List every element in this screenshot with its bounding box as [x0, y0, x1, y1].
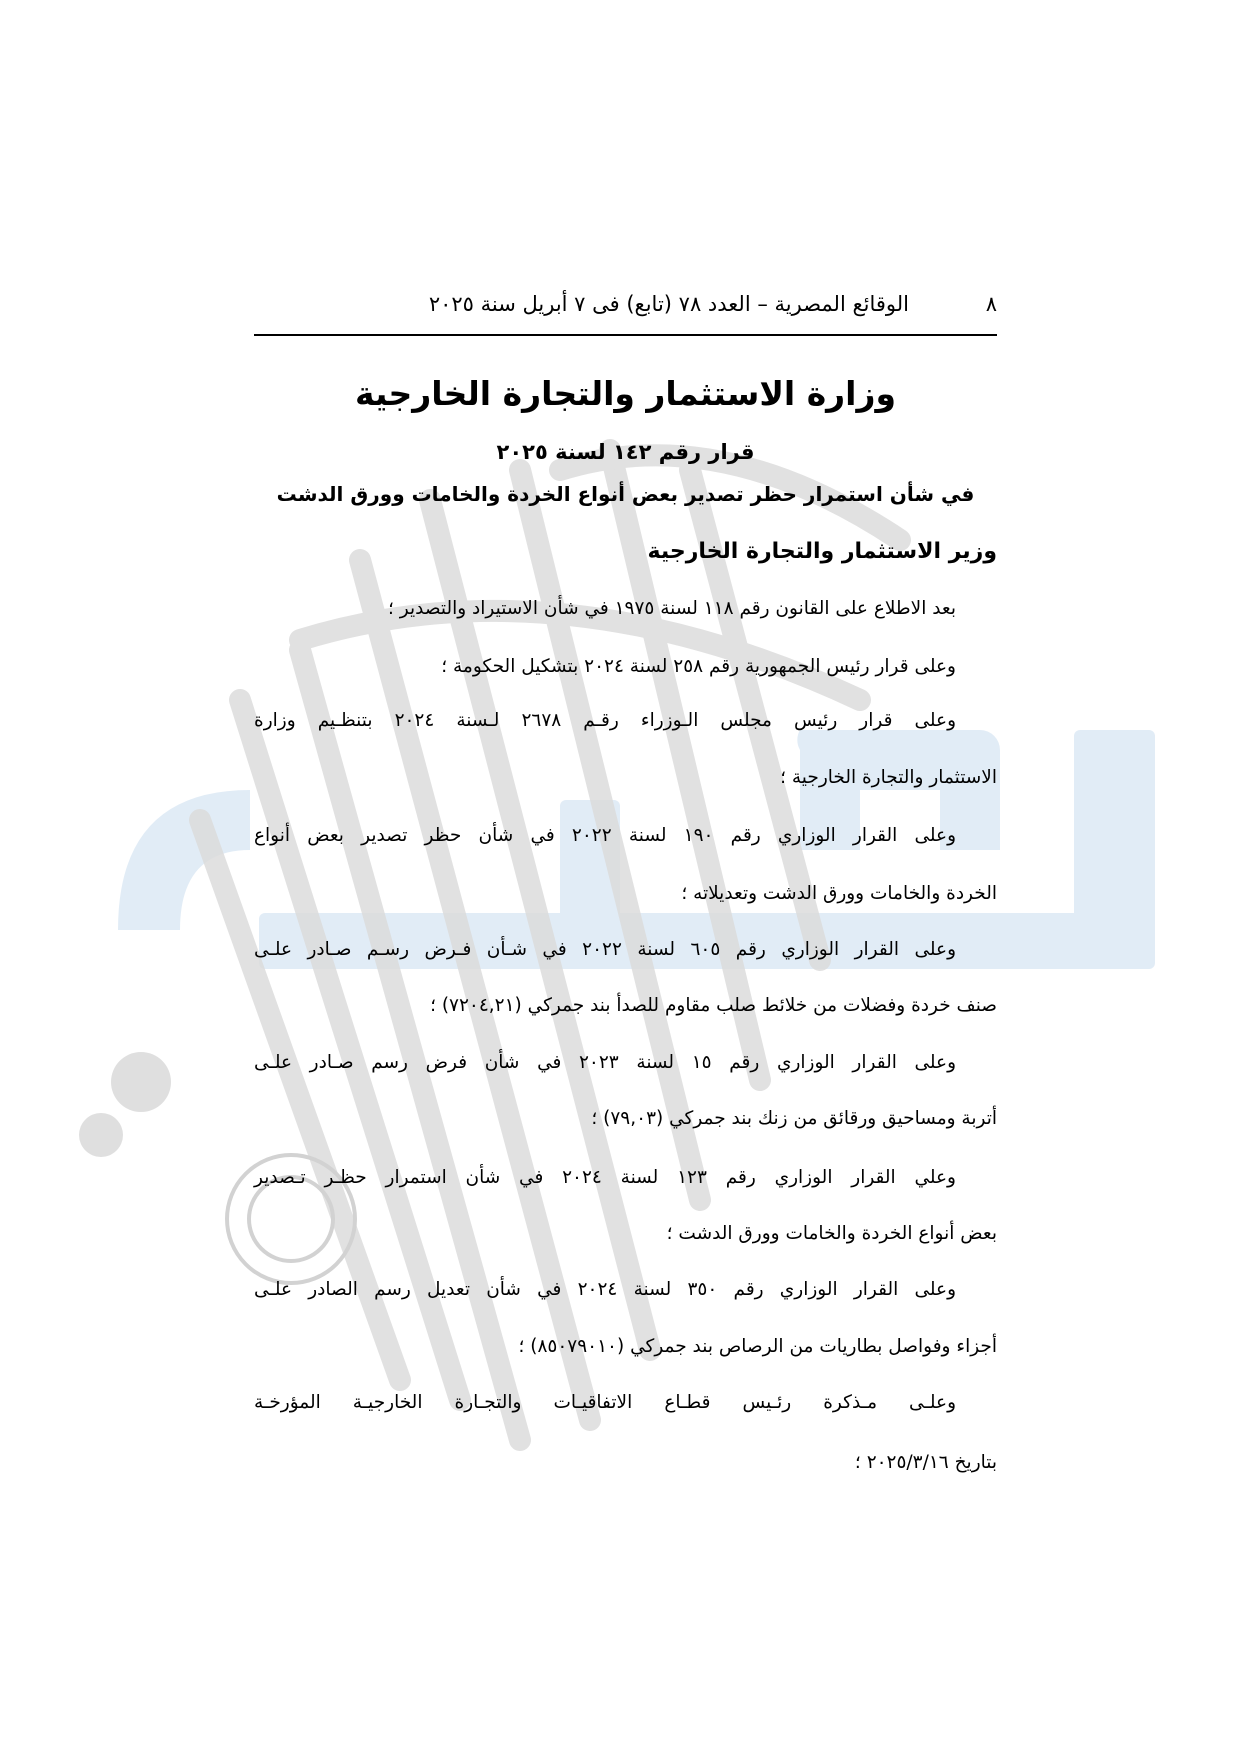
gazette-issue-title: الوقائع المصرية – العدد ٧٨ (تابع) فى ٧ أبريل سنة ٢٠٢٥ [428, 292, 909, 316]
preamble-line: الاستثمار والتجارة الخارجية ؛ [780, 767, 997, 788]
preamble-line: وعلى القرار الوزاري رقم ١٥ لسنة ٢٠٢٣ في شأن فرض رسم صـادر علـى [254, 1052, 957, 1073]
page-number: ٨ [985, 292, 997, 316]
watermark-dot [79, 1113, 123, 1157]
decree-subject: في شأن استمرار حظر تصدير بعض أنواع الخردة والخامات وورق الدشت [276, 482, 975, 506]
decree-title: قرار رقم ١٤٢ لسنة ٢٠٢٥ [496, 440, 755, 464]
preamble-line: الخردة والخامات وورق الدشت وتعديلاته ؛ [681, 883, 997, 904]
preamble-line: وعلي القرار الوزاري رقم ١٢٣ لسنة ٢٠٢٤ في شأن استمرار حظـر تـصدير [254, 1167, 956, 1188]
watermark-dots [79, 1052, 171, 1157]
preamble-line: وعلى القرار الوزاري رقم ١٩٠ لسنة ٢٠٢٢ في شأن حظر تصدير بعض أنواع [254, 825, 956, 846]
preamble-line: وعلى قرار رئيس الجمهورية رقم ٢٥٨ لسنة ٢٠٢٤ بتشكيل الحكومة ؛ [441, 656, 956, 677]
header-rule [254, 334, 997, 336]
preamble-line: بعد الاطلاع على القانون رقم ١١٨ لسنة ١٩٧٥ في شأن الاستيراد والتصدير ؛ [387, 598, 956, 619]
preamble-line: بتاريخ ٢٠٢٥/٣/١٦ ؛ [854, 1452, 997, 1473]
preamble-line: وعلى قرار رئيس مجلس الـوزراء رقـم ٢٦٧٨ لـسنة ٢٠٢٤ بتنظـيم وزارة [254, 710, 957, 731]
preamble-line: وعلى القرار الوزاري رقم ٣٥٠ لسنة ٢٠٢٤ في شأن تعديل رسم الصادر علـى [254, 1279, 957, 1300]
preamble-line: بعض أنواع الخردة والخامات وورق الدشت ؛ [666, 1223, 997, 1244]
ministry-title: وزارة الاستثمار والتجارة الخارجية [354, 374, 897, 413]
preamble-line: صنف خردة وفضلات من خلائط صلب مقاوم للصدأ بند جمركي (٧٢٠٤,٢١) ؛ [430, 995, 997, 1016]
gazette-header [254, 289, 997, 319]
preamble-line: وعلـى مـذكرة رئـيس قطـاع الاتفاقيـات والتجـارة الخارجيـة المؤرخـة [254, 1392, 956, 1413]
preamble-line: وعلى القرار الوزاري رقم ٦٠٥ لسنة ٢٠٢٢ في شـأن فـرض رسـم صـادر علـى [254, 939, 957, 960]
watermark-dot [111, 1052, 171, 1112]
preamble-line: أجزاء وفواصل بطاريات من الرصاص بند جمركي (٨٥٠٧٩٠١٠) ؛ [518, 1336, 997, 1357]
issuer-heading: وزير الاستثمار والتجارة الخارجية [647, 539, 997, 564]
preamble-line: أتربة ومساحيق ورقائق من زنك بند جمركي (٧٩,٠٣) ؛ [591, 1108, 997, 1129]
